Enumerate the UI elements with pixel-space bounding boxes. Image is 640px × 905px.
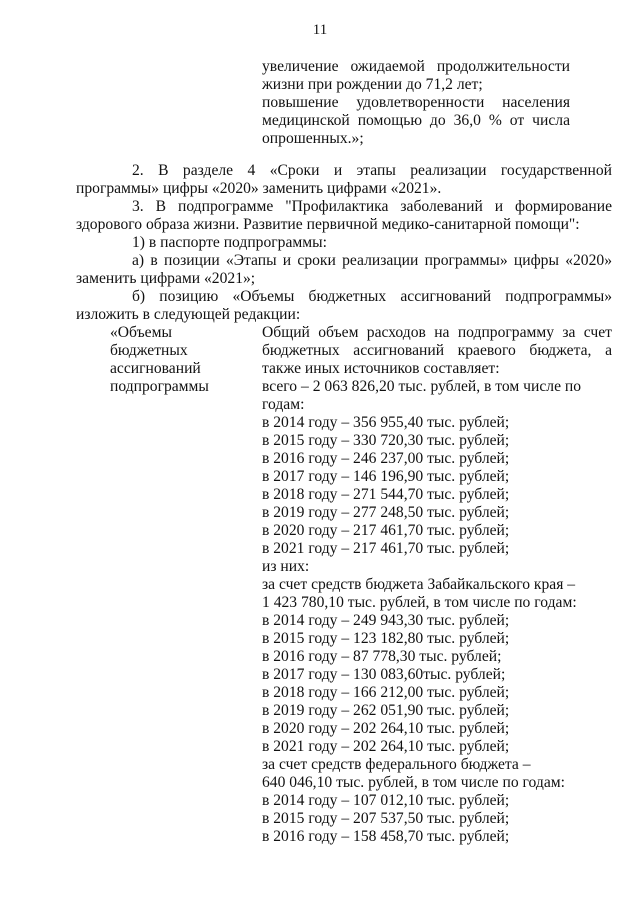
right-line: в 2016 году – 158 458,70 тыс. рублей; (262, 828, 510, 845)
right-line: в 2015 году – 330 720,30 тыс. рублей; (262, 432, 510, 449)
right-line: в 2014 году – 249 943,30 тыс. рублей; (262, 612, 510, 629)
left-label-line: ассигнований (110, 360, 201, 377)
right-line: в 2015 году – 207 537,50 тыс. рублей; (262, 810, 510, 827)
quote-line: медицинской помощью до 36,0 % от числа (262, 112, 570, 129)
quote-line: увеличение ожидаемой продолжительности (262, 58, 570, 75)
right-line: в 2015 году – 123 182,80 тыс. рублей; (262, 630, 510, 647)
right-line: в 2020 году – 202 264,10 тыс. рублей; (262, 720, 510, 737)
paragraph-line: изложить в следующей редакции: (76, 306, 301, 323)
right-line: в 2021 году – 202 264,10 тыс. рублей; (262, 738, 510, 755)
right-line: за счет средств бюджета Забайкальского края – (262, 576, 576, 593)
right-line: 640 046,10 тыс. рублей, в том числе по годам: (262, 774, 565, 791)
quote-line: опрошенных.»; (262, 130, 364, 147)
quote-line: повышение удовлетворенности населения (262, 94, 570, 111)
right-line: годам: (262, 396, 305, 413)
right-line: бюджетных ассигнований краевого бюджета, а (262, 342, 612, 359)
quote-line: жизни при рождении до 71,2 лет; (262, 76, 483, 93)
right-line: в 2017 году – 130 083,60тыс. рублей; (262, 666, 506, 683)
right-line: в 2018 году – 166 212,00 тыс. рублей; (262, 684, 510, 701)
paragraph-line: программы» цифры «2020» заменить цифрами «2021». (76, 180, 442, 197)
right-line: также иных источников составляет: (262, 360, 500, 377)
left-label-line: «Объемы (110, 324, 172, 341)
paragraph-line: 1) в паспорте подпрограммы: (132, 234, 327, 251)
paragraph-line: здорового образа жизни. Развитие первичной медико-санитарной помощи": (76, 216, 580, 233)
left-label-line: бюджетных (110, 342, 188, 359)
right-line: в 2017 году – 146 196,90 тыс. рублей; (262, 468, 510, 485)
paragraph-line: 2. В разделе 4 «Сроки и этапы реализации государственной (132, 162, 612, 179)
right-line: в 2021 году – 217 461,70 тыс. рублей; (262, 540, 510, 557)
right-line: в 2020 году – 217 461,70 тыс. рублей; (262, 522, 510, 539)
right-line: в 2019 году – 262 051,90 тыс. рублей; (262, 702, 510, 719)
paragraph-line: б) позицию «Объемы бюджетных ассигнований подпрограммы» (132, 288, 612, 305)
right-line: всего – 2 063 826,20 тыс. рублей, в том числе по (262, 378, 582, 395)
right-line: в 2016 году – 246 237,00 тыс. рублей; (262, 450, 510, 467)
right-line: в 2014 году – 107 012,10 тыс. рублей; (262, 792, 510, 809)
right-line: Общий объем расходов на подпрограмму за счет (262, 324, 612, 341)
right-line: в 2016 году – 87 778,30 тыс. рублей; (262, 648, 502, 665)
paragraph-line: а) в позиции «Этапы и сроки реализации программы» цифры «2020» (132, 252, 612, 269)
paragraph-line: заменить цифрами «2021»; (76, 270, 256, 287)
right-line: в 2018 году – 271 544,70 тыс. рублей; (262, 486, 510, 503)
right-line: в 2019 году – 277 248,50 тыс. рублей; (262, 504, 510, 521)
paragraph-line: 3. В подпрограмме "Профилактика заболеваний и формирование (132, 198, 612, 215)
right-line: 1 423 780,10 тыс. рублей, в том числе по годам: (262, 594, 577, 611)
page-number: 11 (312, 22, 328, 38)
right-line: за счет средств федерального бюджета – (262, 756, 531, 773)
right-line: в 2014 году – 356 955,40 тыс. рублей; (262, 414, 510, 431)
left-label-line: подпрограммы (110, 378, 209, 395)
right-line: из них: (262, 558, 310, 575)
